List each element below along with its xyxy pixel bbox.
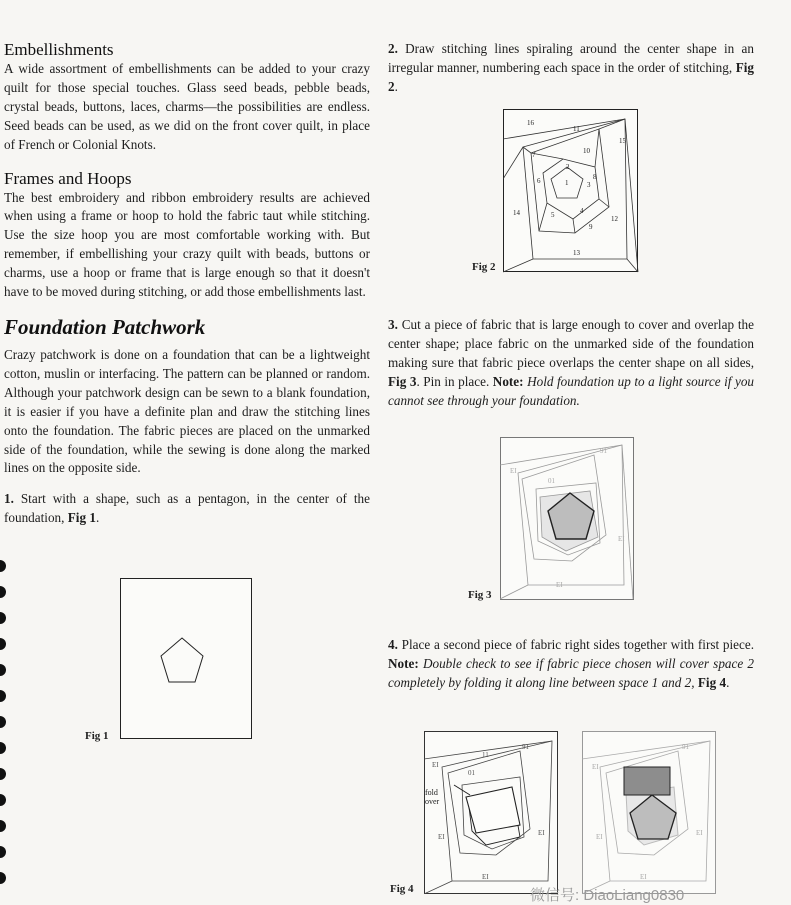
svg-text:ЕІ: ЕІ — [696, 829, 703, 837]
fig3-caption: Fig 3 — [468, 589, 492, 601]
svg-text:ЕІ: ЕІ — [592, 763, 599, 771]
left-column — [4, 40, 370, 528]
svg-text:11: 11 — [573, 125, 580, 133]
embellishments-body: A wide assortment of embellishments can be added to your crazy quilt for those special touches. Glass seed beads, pebble beads, crystal beads, buttons, laces, charms—the possibilities are endless. Seed beads can be used, as we did on the front cover quilt, in place of French or Colonial Knots. — [4, 61, 370, 152]
fig4-fold-label: over — [425, 797, 440, 806]
svg-text:ЕІ: ЕІ — [482, 873, 489, 881]
svg-text:13: 13 — [573, 249, 580, 257]
svg-text:91: 91 — [600, 447, 607, 455]
step-4-block — [388, 636, 754, 693]
fig4-caption: Fig 4 — [390, 883, 414, 895]
step-4-note-label: Note: — [388, 655, 419, 671]
step-1-fig-ref: Fig 1 — [67, 510, 96, 526]
svg-text:10: 10 — [583, 147, 590, 155]
svg-text:ЕІ: ЕІ — [438, 833, 445, 841]
fig1-caption: Fig 1 — [85, 730, 109, 742]
embellishments-heading: Embellishments — [4, 40, 114, 59]
foundation-heading: Foundation Patchwork — [4, 314, 206, 339]
fig2-caption: Fig 2 — [472, 261, 496, 273]
svg-text:ЕІ: ЕІ — [640, 873, 647, 881]
svg-text:ЕІ: ЕІ — [432, 761, 439, 769]
fig2-diagram — [503, 109, 639, 273]
svg-text:91: 91 — [522, 743, 529, 751]
frames-heading: Frames and Hoops — [4, 168, 132, 188]
svg-text:ЕІ: ЕІ — [510, 467, 517, 475]
fig3-diagram — [500, 437, 634, 600]
svg-text:1: 1 — [565, 179, 569, 187]
svg-text:8: 8 — [593, 173, 597, 181]
step-1-text: Start with a shape, such as a pentagon, in the center of the foundation, — [4, 491, 371, 526]
step-2: 2. Draw stitching lines spiraling around the center shape in an irregular manner, numbering each space in the order of stitching, Fig 2. — [388, 41, 755, 94]
svg-text:15: 15 — [619, 137, 626, 145]
step-4: 4. Place a second piece of fabric right sides together with first piece. Note: Double check to see if fabric piece chosen will cover space 2 completely by folding it along line between space 1 and 2, Fig 4. — [388, 637, 755, 690]
step-3-note-label: Note: — [492, 373, 524, 389]
step-2-fig-ref: Fig 2 — [388, 59, 755, 94]
foundation-body: Crazy patchwork is done on a foundation that can be a lightweight cotton, muslin or interfacing. The pattern can be planned or random. Although your patchwork design can be sewn to a blank foundation, it is easier if you have a definite plan and draw the stitching lines onto the foundation. The fabric pieces are placed on the unmarked side of the foundation, while the sewing is done along the marked lines on the opposite side. — [4, 346, 370, 476]
svg-text:01: 01 — [468, 769, 475, 777]
svg-text:12: 12 — [611, 215, 618, 223]
spiral-binding — [0, 560, 6, 900]
svg-text:91: 91 — [682, 743, 689, 751]
svg-text:01: 01 — [548, 477, 555, 485]
step-4-fig-ref: Fig 4 — [697, 674, 727, 690]
svg-text:14: 14 — [513, 209, 520, 217]
step-3-block — [388, 316, 754, 411]
svg-text:6: 6 — [537, 177, 541, 185]
watermark: 微信号: DiaoLiang0830 — [530, 887, 685, 904]
step-2-text: Draw stitching lines spiraling around the center shape in an irregular manner, numbering each space in the order of stitching, — [388, 41, 754, 75]
svg-text:3: 3 — [587, 181, 591, 189]
svg-text:5: 5 — [551, 211, 555, 219]
right-column — [388, 40, 754, 97]
step-1: 1. Start with a shape, such as a pentagon, in the center of the foundation, Fig 1. — [4, 491, 371, 526]
step-3: 3. Cut a piece of fabric that is large enough to cover and overlap the center shape; place fabric on the unmarked side of the foundation making sure that fabric piece overlaps the center shape on all sides, Fig 3. Pin in place. Note: Hold foundation up to a light source if you cannot see through your foundation. — [388, 317, 755, 408]
step-4-text: Place a second piece of fabric right sides together with first piece. — [401, 637, 755, 652]
step-3-fig-ref: Fig 3 — [388, 373, 417, 389]
svg-text:ЕІ: ЕІ — [618, 535, 625, 543]
svg-text:ЕІ: ЕІ — [596, 833, 603, 841]
step-4-note: Double check to see if fabric piece chosen will cover space 2 completely by folding it along line between space 1 and 2, — [388, 655, 755, 690]
fig4-left-diagram — [424, 731, 558, 894]
step-3-note: Hold foundation up to a light source if you cannot see through your foundation. — [388, 373, 755, 408]
svg-text:9: 9 — [589, 223, 593, 231]
svg-text:2: 2 — [566, 163, 570, 171]
svg-text:4: 4 — [580, 207, 584, 215]
step-1-number: 1. — [4, 491, 14, 507]
svg-text:ЕІ: ЕІ — [556, 581, 563, 589]
svg-text:11: 11 — [482, 751, 489, 759]
step-3-text: Cut a piece of fabric that is large enough to cover and overlap the center shape; place fabric on the unmarked side of the foundation making sure that fabric piece overlaps the center shape on all sides, — [388, 317, 754, 370]
fig4-right-diagram — [582, 731, 716, 894]
fig1-diagram — [120, 578, 252, 740]
svg-text:7: 7 — [532, 151, 536, 159]
svg-text:16: 16 — [527, 119, 534, 127]
svg-text:fold: fold — [425, 788, 438, 797]
svg-text:ЕІ: ЕІ — [538, 829, 545, 837]
frames-body: The best embroidery and ribbon embroidery results are achieved when using a frame or hoop to hold the fabric taut while stitching. Use the size hoop you are most comfortable working with. But remember, if embellishing your crazy quilt with beads, buttons or charms, use a hoop or frame that is large enough so that it doesn't have to be moved during stitching, or add those embellishments last. — [4, 189, 370, 300]
